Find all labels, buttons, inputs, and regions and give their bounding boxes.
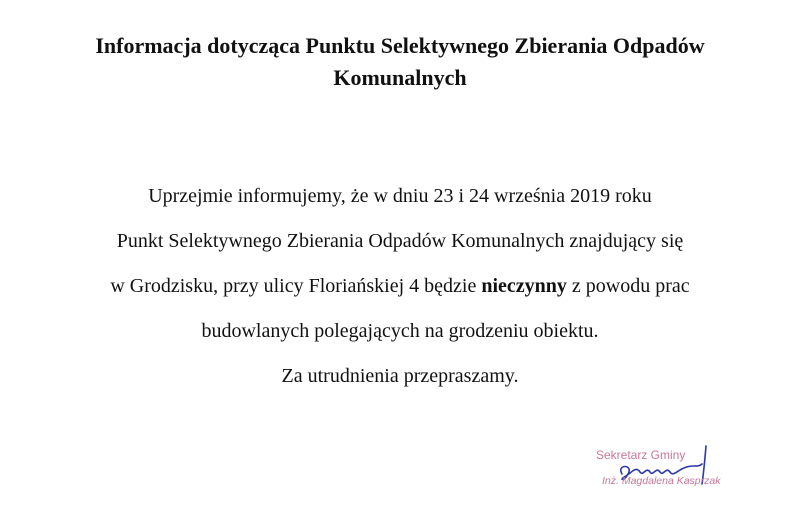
body-line-4: budowlanych polegających na grodzeniu obiektu. xyxy=(201,320,599,342)
title-line-2: Komunalnych xyxy=(333,65,467,90)
stamp-graphic xyxy=(588,444,738,504)
document-title xyxy=(0,30,800,94)
stamp-line-2: Inż. Magdalena Kasprzak xyxy=(602,475,721,487)
official-stamp xyxy=(588,444,738,504)
title-line-1: Informacja dotycząca Punktu Selektywnego Zbierania Odpadów xyxy=(95,33,705,58)
body-line-3-end: z powodu prac xyxy=(566,275,690,297)
body-line-5: Za utrudnienia przepraszamy. xyxy=(281,365,519,387)
body-line-1: Uprzejmie informujemy, że w dniu 23 i 24 września 2019 roku xyxy=(148,185,652,207)
stamp-line-1: Sekretarz Gminy xyxy=(596,448,686,462)
body-line-3-start: w Grodzisku, przy ulicy Floriańskiej 4 będzie xyxy=(110,275,482,297)
closed-notice: nieczynny xyxy=(481,275,567,297)
body-line-2: Punkt Selektywnego Zbierania Odpadów Komunalnych znajdujący się xyxy=(116,230,684,252)
announcement-body xyxy=(0,174,800,399)
body-line-3 xyxy=(0,264,800,309)
